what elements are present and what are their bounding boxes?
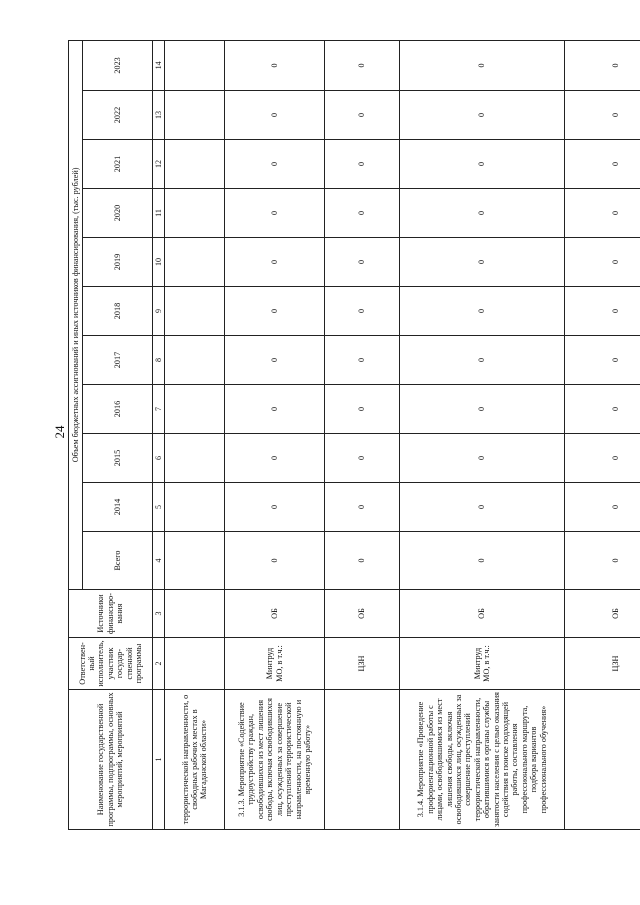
cell-value: 0 <box>325 238 400 287</box>
cell-value: 0 <box>565 532 640 590</box>
cell-value <box>165 189 225 238</box>
cell-executor: ЦЗН <box>325 638 400 690</box>
cell-value: 0 <box>325 434 400 483</box>
cell-value: 0 <box>400 40 565 90</box>
header-year: 2018 <box>83 287 153 336</box>
cell-value: 0 <box>225 189 325 238</box>
header-name: Наименование государственной программы, подпрограммы, основных мероприятий, мероприятий <box>69 690 153 830</box>
cell-value <box>165 434 225 483</box>
cell-value: 0 <box>325 483 400 532</box>
header-year: 2016 <box>83 385 153 434</box>
cell-program-name <box>325 690 400 830</box>
column-number: 4 <box>153 532 165 590</box>
cell-value: 0 <box>225 40 325 90</box>
cell-value: 0 <box>400 189 565 238</box>
cell-value: 0 <box>325 91 400 140</box>
column-number: 13 <box>153 91 165 140</box>
header-executor: Ответствен-ный исполнитель, участник государ-ственной программы <box>69 638 153 690</box>
cell-program-name <box>565 690 640 830</box>
cell-value: 0 <box>400 238 565 287</box>
column-number: 6 <box>153 434 165 483</box>
cell-value: 0 <box>325 189 400 238</box>
header-year: 2015 <box>83 434 153 483</box>
cell-value: 0 <box>565 287 640 336</box>
cell-value: 0 <box>325 40 400 90</box>
cell-value: 0 <box>400 140 565 189</box>
cell-value: 0 <box>225 336 325 385</box>
column-number: 9 <box>153 287 165 336</box>
cell-value: 0 <box>400 483 565 532</box>
cell-value: 0 <box>225 287 325 336</box>
cell-value: 0 <box>225 385 325 434</box>
cell-executor: Минтруд МО, в т.ч.: <box>225 638 325 690</box>
page-number: 24 <box>52 425 67 439</box>
cell-value: 0 <box>325 532 400 590</box>
column-number: 14 <box>153 40 165 90</box>
cell-value: 0 <box>400 532 565 590</box>
header-year: 2021 <box>83 140 153 189</box>
column-number: 11 <box>153 189 165 238</box>
header-year: 2023 <box>83 40 153 90</box>
column-number: 1 <box>153 690 165 830</box>
cell-program-name: 3.1.4. Мероприятие «Проведение профориентационной работы с лицами, освободившимися из мест лишения свободы, включая освободившихся лиц, осужденных за совершение преступлений террористической направленности, обратившимися в органы службы занятости населения с целью оказания содействия в поиске подходящей работы, составления профессионального маршрута, подбора вариантов профессионального обучения» <box>400 690 565 830</box>
cell-value <box>165 336 225 385</box>
header-funding-group: Объем бюджетных ассигнований и иных источников финансирования, (тыс. рублей) <box>69 40 83 589</box>
cell-program-name: 3.1.3. Мероприятие «Содействие трудоустройству граждан, освободившихся из мест лишения свободы, включая освободившихся лиц, осужденных за совершение преступлений террористической направленности, на постоянную и временную работу» <box>225 690 325 830</box>
header-year: 2020 <box>83 189 153 238</box>
table-row <box>400 40 565 829</box>
table-row <box>325 40 400 829</box>
cell-program-name: террористической направленности, о свободных рабочих местах в Магаданской области» <box>165 690 225 830</box>
cell-value <box>165 287 225 336</box>
cell-value: 0 <box>325 336 400 385</box>
header-year: Всего <box>83 532 153 590</box>
header-year: 2014 <box>83 483 153 532</box>
cell-value: 0 <box>325 385 400 434</box>
cell-value: 0 <box>565 40 640 90</box>
cell-value: 0 <box>565 483 640 532</box>
cell-value: 0 <box>325 140 400 189</box>
cell-value: 0 <box>565 140 640 189</box>
cell-executor: Минтруд МО, в т.ч.: <box>400 638 565 690</box>
cell-value <box>165 385 225 434</box>
financing-table <box>68 40 640 830</box>
table-row <box>225 40 325 829</box>
cell-value: 0 <box>225 532 325 590</box>
cell-value <box>165 532 225 590</box>
cell-value <box>165 40 225 90</box>
cell-value: 0 <box>565 91 640 140</box>
column-number: 5 <box>153 483 165 532</box>
cell-source: ОБ <box>565 590 640 638</box>
header-source: Источники финансиро-вания <box>69 590 153 638</box>
column-number: 2 <box>153 638 165 690</box>
cell-value: 0 <box>225 483 325 532</box>
cell-source: ОБ <box>325 590 400 638</box>
column-number: 7 <box>153 385 165 434</box>
cell-value: 0 <box>400 434 565 483</box>
cell-value: 0 <box>565 336 640 385</box>
cell-executor: ЦЗН <box>565 638 640 690</box>
header-year: 2019 <box>83 238 153 287</box>
table-row <box>165 40 225 829</box>
cell-source: ОБ <box>400 590 565 638</box>
cell-value: 0 <box>565 238 640 287</box>
header-year: 2022 <box>83 91 153 140</box>
cell-value: 0 <box>225 140 325 189</box>
cell-value: 0 <box>400 287 565 336</box>
cell-source <box>165 590 225 638</box>
cell-value <box>165 140 225 189</box>
column-number: 3 <box>153 590 165 638</box>
header-year: 2017 <box>83 336 153 385</box>
cell-value: 0 <box>400 336 565 385</box>
column-number: 12 <box>153 140 165 189</box>
cell-value <box>165 483 225 532</box>
table-row <box>565 40 640 829</box>
column-number: 8 <box>153 336 165 385</box>
cell-value: 0 <box>225 238 325 287</box>
cell-value: 0 <box>225 91 325 140</box>
cell-value: 0 <box>400 91 565 140</box>
column-number: 10 <box>153 238 165 287</box>
cell-value: 0 <box>225 434 325 483</box>
cell-value <box>165 238 225 287</box>
cell-value <box>165 91 225 140</box>
cell-value: 0 <box>565 189 640 238</box>
cell-executor <box>165 638 225 690</box>
cell-value: 0 <box>400 385 565 434</box>
cell-value: 0 <box>565 385 640 434</box>
cell-value: 0 <box>325 287 400 336</box>
cell-value: 0 <box>565 434 640 483</box>
cell-source: ОБ <box>225 590 325 638</box>
